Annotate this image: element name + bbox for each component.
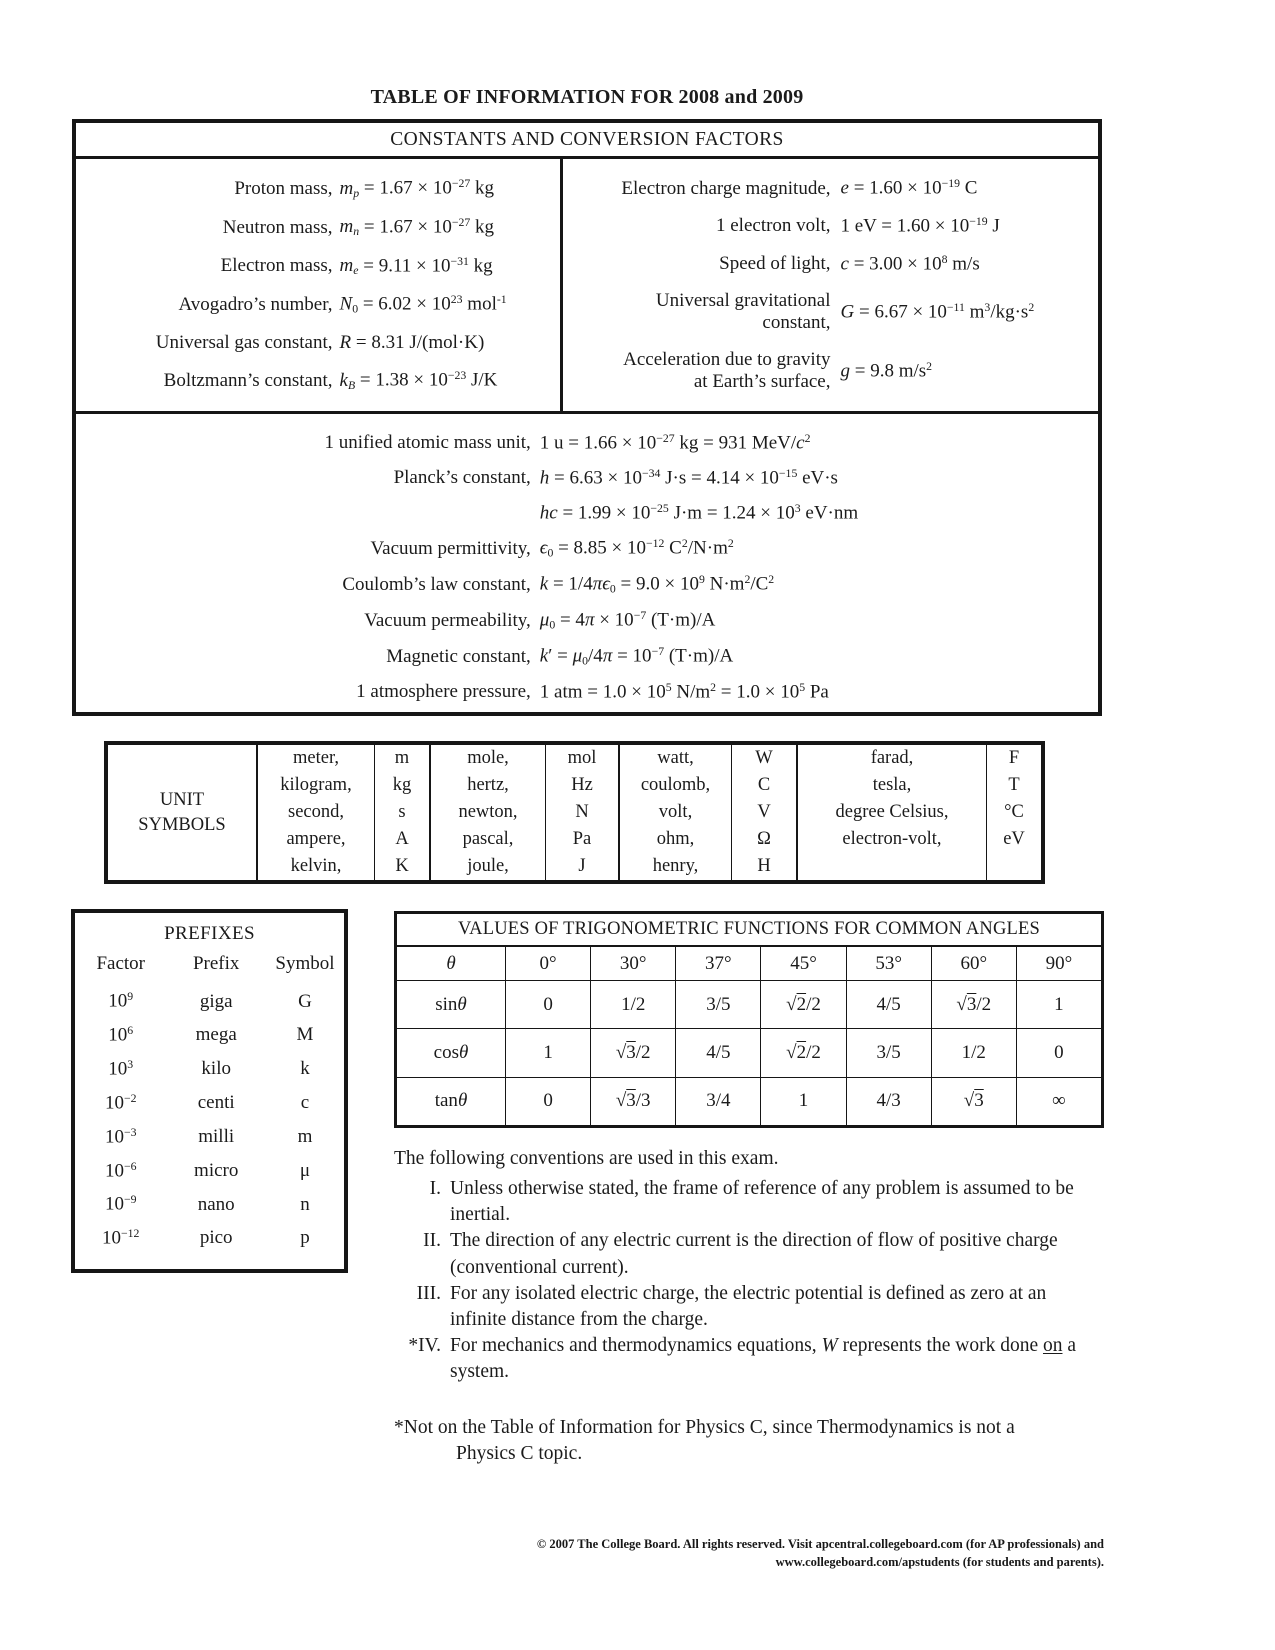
unit-name: degree Celsius, [835,802,949,822]
constant-equation: $N_0 = 6.02 \times 10^{23}$ mol$^{-1}$ [339,293,507,316]
trig-angle-header: 53° [846,947,931,980]
constant-equation: $m_p = 1.67 \times 10^{-27}$ kg [339,177,494,200]
unit-name: hertz, [467,775,509,795]
constant-row [76,467,1098,489]
prefixes-header-symbol: Symbol [275,953,335,974]
conventions-section [394,1146,1106,1467]
trig-value: 4/5 [675,1028,760,1076]
trig-value: 1/2 [590,980,675,1028]
trig-title: VALUES OF TRIGONOMETRIC FUNCTIONS FOR COMMON ANGLES [397,914,1101,947]
unit-symbol: Hz [571,775,593,795]
prefix-symbol: M [296,1024,314,1046]
prefix-factor: $10^{-2}$ [104,1091,137,1114]
prefix-symbol: c [300,1092,310,1114]
constant-label: Neutron mass, [222,216,333,238]
trig-value: 0 [505,980,590,1028]
trig-value: 3/4 [675,1077,760,1125]
constant-row [76,502,1098,524]
trig-grid [397,947,1101,1125]
unit-symbol: A [395,829,409,849]
unit-name: newton, [458,802,518,822]
unit-symbol: H [757,856,771,876]
prefix-row [75,990,344,1012]
constant-label: Acceleration due to gravity at Earth’s surface, [623,349,831,392]
trig-value: 1/2 [931,1028,1016,1076]
trig-table [394,911,1104,1128]
constant-row [76,293,560,316]
unit-symbol: J [578,856,586,876]
convention-item [394,1333,1106,1385]
constant-equation: 1 eV = $1.60 \times 10^{-19}$ J [840,214,1000,237]
unit-name-column [258,745,374,880]
trig-value: 1 [505,1028,590,1076]
trig-value: ∞ [1016,1077,1101,1125]
prefix-name: micro [194,1159,239,1181]
constant-label: 1 atmosphere pressure, [356,681,531,703]
trig-fn-label: sin θ [397,980,505,1028]
trig-value: √ 3 [931,1077,1016,1125]
prefix-symbol: m [297,1125,313,1147]
constant-label: Speed of light, [719,252,831,274]
convention-item [394,1281,1106,1333]
constant-equation: $\mu_0 = 4\pi \times 10^{-7}$ (T·m)/A [539,608,716,632]
constant-equation: $G = 6.67 \times 10^{-11}$ $m^3/kg\cdot s^2$ [840,300,1035,323]
constant-row [563,349,1098,393]
prefix-factor: $10^3$ [108,1058,134,1080]
prefix-row [75,1126,344,1148]
convention-text: For mechanics and thermodynamics equations, W represents the work done on a system. [450,1334,1077,1382]
unit-name: pascal, [462,829,514,849]
trig-angle-header: 30° [590,947,675,980]
unit-name: mole, [467,748,509,768]
prefix-name: centi [197,1092,235,1114]
unit-symbol-column [731,745,796,880]
constant-label: 1 unified atomic mass unit, [324,431,531,453]
unit-name: farad, [870,748,914,768]
convention-item [394,1176,1106,1228]
trig-value: √ 2 /2 [760,1028,845,1076]
unit-symbol: N [575,802,589,822]
prefix-factor: $10^{-3}$ [104,1125,137,1148]
unit-name: volt, [658,802,693,822]
trig-value: 4/5 [846,980,931,1028]
trig-value: √ 3 /3 [590,1077,675,1125]
constant-label: Universal gravitational constant, [655,290,831,334]
convention-marker: III. [416,1282,441,1304]
constant-label: Electron mass, [220,255,333,277]
constant-row [76,573,1098,596]
constant-label: Vacuum permittivity, [370,537,531,559]
constant-row [563,253,1098,275]
constant-equation: $h = 6.63 \times 10^{-34}$ $J\cdot s = 4.14 \times 10^{-15}$ eV·s [539,466,838,489]
constants-two-column-section [76,159,1098,414]
prefix-row [75,1160,344,1182]
unit-name-column [620,745,731,880]
unit-symbol: K [395,856,409,876]
unit-symbol: mol [567,748,597,768]
prefix-factor: $10^6$ [108,1024,134,1046]
trig-angle-header: 60° [931,947,1016,980]
prefix-factor: $10^9$ [108,990,134,1012]
constant-label: Coulomb’s law constant, [342,573,531,595]
unit-symbol: C [757,775,771,795]
constant-equation: $c = 3.00 \times 10^8$ m/s [840,252,980,275]
constant-row [76,369,560,392]
prefixes-rows [75,979,344,1261]
trig-fn-label: tan θ [397,1077,505,1125]
unit-symbols-table [104,741,1045,884]
prefix-row [75,1092,344,1114]
constant-equation: 1 $u = 1.66 \times 10^{-27}$ kg = 931 MeV/$c^2$ [539,431,811,454]
constant-row [563,215,1098,237]
constant-equation: $e = 1.60 \times 10^{-19}$ C [840,177,978,199]
unit-symbols-group [429,745,618,880]
constants-header: CONSTANTS AND CONVERSION FACTORS [76,123,1098,159]
trig-angle-header: 37° [675,947,760,980]
prefix-name: giga [199,990,233,1012]
unit-symbols-group [618,745,796,880]
trig-value: 0 [1016,1028,1101,1076]
unit-name: kilogram, [280,775,352,795]
prefix-row [75,1227,344,1249]
unit-name-column [798,745,986,880]
convention-marker: *IV. [408,1334,441,1356]
prefix-name: nano [197,1193,235,1215]
trig-value: √ 3 /2 [590,1028,675,1076]
prefix-factor: $10^{-12}$ [102,1227,140,1249]
prefixes-header-factor: Factor [96,953,145,974]
constant-label: Avogadro’s number, [178,294,333,316]
convention-text: For any isolated electric charge, the electric potential is defined as zero at an infinite distance from the charge. [450,1282,1047,1330]
constant-equation: $m_n = 1.67 \times 10^{-27}$ kg [339,215,494,239]
trig-value: 4/3 [846,1077,931,1125]
constants-left-column [76,159,563,411]
convention-text: Unless otherwise stated, the frame of reference of any problem is assumed to be inertial. [450,1178,1074,1226]
prefix-symbol: G [298,990,312,1012]
unit-symbol-column [986,745,1041,880]
trig-value: 0 [505,1077,590,1125]
unit-name-column [431,745,545,880]
unit-symbol: eV [1003,829,1025,849]
constant-label: Electron charge magnitude, [621,177,831,199]
constants-table [72,119,1102,716]
prefix-symbol: μ [299,1159,311,1181]
unit-name: joule, [467,856,509,876]
unit-symbol: Pa [572,829,592,849]
constant-label: Planck’s constant, [393,466,531,488]
unit-name: second, [288,802,344,822]
constant-equation: $k' = \mu_0/4\pi = 10^{-7}$ (T·m)/A [539,644,734,668]
prefix-name: kilo [201,1058,231,1080]
constants-right-column [563,159,1098,411]
trig-fn-label: cos θ [397,1028,505,1076]
unit-name: tesla, [872,775,912,795]
prefixes-header-prefix: Prefix [192,953,240,974]
unit-symbol: T [1008,775,1020,795]
prefix-name: pico [199,1227,233,1249]
footer-line2: www.collegeboard.com/apstudents (for students and parents). [775,1554,1104,1569]
trig-value: 3/5 [846,1028,931,1076]
trig-angle-header: 0° [505,947,590,980]
unit-symbols-group [796,745,1041,880]
prefix-symbol: n [300,1193,310,1215]
prefix-factor: $10^{-6}$ [104,1159,137,1181]
prefix-row [75,1058,344,1080]
prefix-row [75,1193,344,1215]
conventions-footnote [394,1415,1106,1467]
unit-name: electron-volt, [842,829,942,849]
unit-symbol: kg [392,775,412,795]
trig-value: 1 [1016,980,1101,1028]
unit-name: meter, [293,748,339,768]
unit-name: watt, [657,748,694,768]
prefixes-table [71,909,348,1273]
constant-label: 1 electron volt, [716,215,831,237]
convention-marker: I. [429,1178,441,1200]
unit-symbol: m [394,748,410,768]
constant-row [76,432,1098,454]
constant-label: Boltzmann’s constant, [163,370,333,392]
convention-text: The direction of any electric current is the direction of flow of positive charge (conventional current). [450,1230,1058,1278]
unit-name: coulomb, [640,775,711,795]
constant-row [76,255,560,278]
constant-label: Vacuum permeability, [364,609,531,631]
constant-row [76,681,1098,703]
constant-row [563,290,1098,334]
constant-row [76,645,1098,668]
prefixes-header-row [75,949,344,979]
unit-symbol: F [1008,748,1020,768]
unit-symbol: s [398,802,406,822]
prefix-symbol: k [300,1058,310,1080]
unit-symbols-group [256,745,429,880]
trig-theta-header: θ [446,952,456,974]
conventions-intro: The following conventions are used in this exam. [394,1148,779,1169]
trig-value: 1 [760,1077,845,1125]
prefixes-title: PREFIXES [164,923,255,944]
constant-row [76,537,1098,560]
unit-name: ohm, [656,829,695,849]
page-title: TABLE OF INFORMATION FOR 2008 and 2009 [370,86,804,108]
unit-symbols-title: UNIT SYMBOLS [138,790,226,835]
constant-equation: $m_e = 9.11 \times 10^{-31}$ kg [339,254,493,278]
constant-label: Universal gas constant, [155,332,333,354]
constant-row [76,177,560,200]
trig-value: √ 2 /2 [760,980,845,1028]
constant-label: Proton mass, [234,177,333,199]
constant-row [563,177,1098,199]
constants-bottom-section [76,414,1098,721]
constant-row [76,609,1098,632]
unit-name: ampere, [286,829,346,849]
constant-equation: R = 8.31 J/(mol·K) [339,332,485,354]
convention-marker: II. [423,1230,441,1252]
unit-symbol: V [757,802,771,822]
prefix-row [75,1024,344,1046]
constant-equation: $k = 1/4\pi\epsilon_0 = 9.0 \times 10^9$ $N\cdot m^2/C^2$ [539,572,775,596]
prefix-symbol: p [300,1227,310,1249]
convention-item [394,1228,1106,1280]
constant-row [76,332,560,354]
constant-equation: g = 9.8 $m/s^2$ [840,359,933,382]
constant-equation: 1 atm = $1.0 \times 10^5$ $N/m^2 = 1.0 \times 10^5$ Pa [539,680,829,703]
unit-symbol-column [545,745,618,880]
footer-line1: © 2007 The College Board. All rights reserved. Visit apcentral.collegeboard.com (for AP professionals) and [536,1537,1104,1551]
prefix-name: milli [198,1125,235,1147]
unit-symbol: W [755,748,773,768]
unit-symbol: °C [1004,802,1024,822]
trig-value: √ 3 /2 [931,980,1016,1028]
copyright-footer [480,1536,1104,1571]
constant-row [76,216,560,239]
trig-value: 3/5 [675,980,760,1028]
unit-name: kelvin, [290,856,342,876]
trig-angle-header: 90° [1016,947,1101,980]
trig-angle-header: 45° [760,947,845,980]
conventions-footnote-line1: *Not on the Table of Information for Physics C, since Thermodynamics is not a [394,1417,1015,1439]
constant-equation: $\epsilon_0 = 8.85 \times 10^{-12}$ $C^2/N\cdot m^2$ [539,536,734,560]
prefix-name: mega [195,1024,237,1046]
prefix-factor: $10^{-9}$ [104,1193,137,1215]
unit-name: henry, [652,856,699,876]
constant-equation: hc = $1.99 \times 10^{-25}$ $J\cdot m = 1.24 \times 10^3$ eV·nm [539,501,859,524]
unit-symbol-column [374,745,429,880]
unit-symbol: Ω [757,829,771,849]
constant-equation: $k_B = 1.38 \times 10^{-23}$ J/K [339,369,498,392]
constant-label: Magnetic constant, [386,645,531,667]
conventions-footnote-line2: Physics C topic. [456,1443,583,1465]
